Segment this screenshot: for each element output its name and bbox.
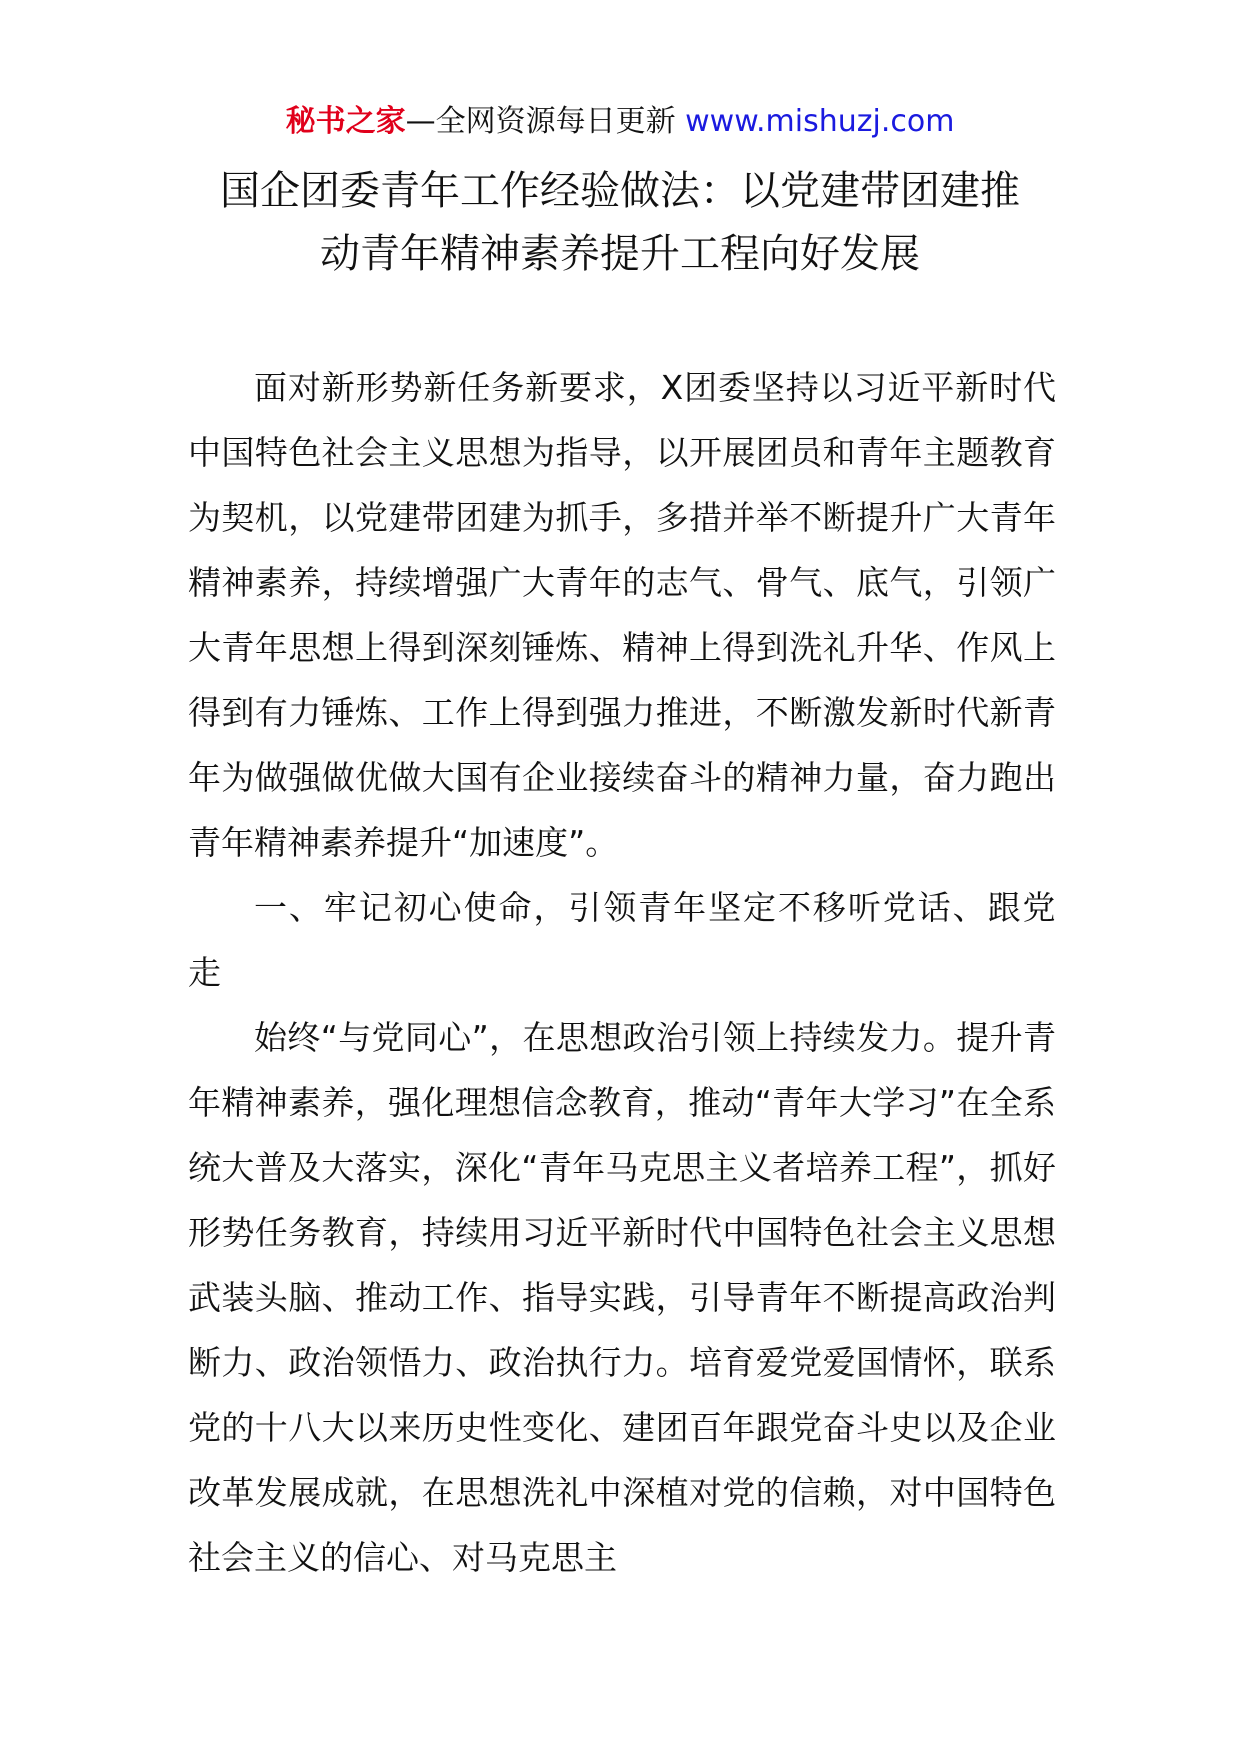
section-1-paragraph: 始终“与党同心”，在思想政治引领上持续发力。提升青年精神素养，强化理想信念教育，推动“青年大学习”在全系统大普及大落实，深化“青年马克思主义者培养工程”，抓好形势任务教育，持续用习近平新时代中国特色社会主义思想武装头脑、推动工作、指导实践，引导青年不断提高政治判断力、政治领悟力、政治执行力。培育爱党爱国情怀，联系党的十八大以来历史性变化、建团百年跟党奋斗史以及企业改革发展成就，在思想洗礼中深植对党的信赖，对中国特色社会主义的信心、对马克思主 (188, 1018, 1056, 1577)
document-title (0, 160, 1240, 286)
brand-name: 秘书之家 (285, 104, 406, 139)
title-line-2: 动青年精神素养提升工程向好发展 (320, 231, 920, 277)
site-header (0, 102, 1240, 142)
site-url[interactable]: www.mishuzj.com (685, 104, 955, 139)
document-body (188, 355, 1056, 1590)
header-slogan: —全网资源每日更新 (405, 104, 686, 139)
intro-paragraph: 面对新形势新任务新要求，X团委坚持以习近平新时代中国特色社会主义思想为指导，以开展团员和青年主题教育为契机，以党建带团建为抓手，多措并举不断提升广大青年精神素养，持续增强广大青年的志气、骨气、底气，引领广大青年思想上得到深刻锤炼、精神上得到洗礼升华、作风上得到有力锤炼、工作上得到强力推进，不断激发新时代新青年为做强做优做大国有企业接续奋斗的精神力量，奋力跑出青年精神素养提升“加速度”。 (188, 368, 1056, 862)
section-heading-1: 一、牢记初心使命，引领青年坚定不移听党话、跟党走 (188, 888, 1056, 992)
title-line-1: 国企团委青年工作经验做法：以党建带团建推 (220, 168, 1020, 214)
